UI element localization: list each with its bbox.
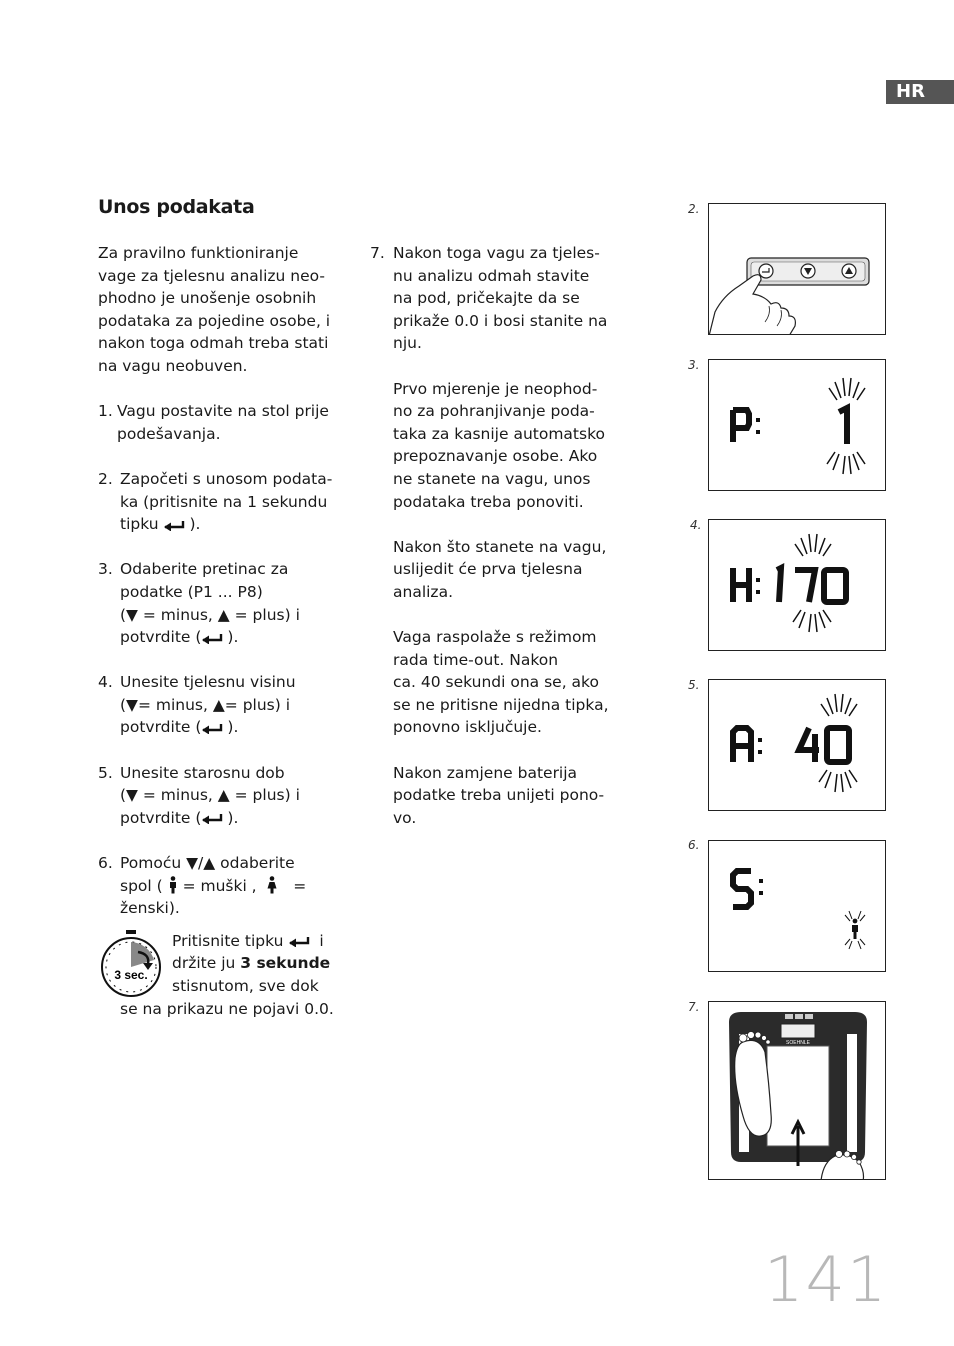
step-text: Unesite tjelesnu visinu xyxy=(120,673,296,692)
step-text: na pod, pričekajte da se xyxy=(393,289,580,308)
timer-text: držite ju xyxy=(172,954,236,973)
figure-scale-feet xyxy=(708,1001,886,1180)
up-button-icon xyxy=(842,264,856,278)
instructions-column-2 xyxy=(370,242,620,829)
step-3 xyxy=(98,558,348,648)
step-text: Nakon toga vagu za tjeles- xyxy=(393,244,600,262)
step-text: Pomoću ▼/▲ odaberite xyxy=(120,854,295,873)
figure-display-height xyxy=(708,519,886,651)
paragraph-line: taka za kasnije automatsko xyxy=(393,424,605,443)
scale-brand: SOEHNLE xyxy=(786,1040,810,1046)
step-text: potvrdite ( xyxy=(120,718,202,737)
enter-key-icon xyxy=(288,935,314,947)
step-text: Vagu postavite na stol prije xyxy=(117,402,329,421)
step-text: tipku xyxy=(120,515,159,534)
paragraph-line: podataka treba ponoviti. xyxy=(393,492,584,511)
section-title: Unos podakata xyxy=(98,196,255,218)
timer-note xyxy=(98,930,348,1020)
enter-key-icon xyxy=(163,519,189,531)
figure-label: 5. xyxy=(688,678,700,692)
paragraph-line: analiza. xyxy=(393,582,453,601)
step-text: ). xyxy=(227,718,239,737)
male-icon xyxy=(168,876,178,894)
paragraph-line: podatke treba unijeti pono- xyxy=(393,786,605,805)
female-icon xyxy=(266,876,278,894)
enter-key-icon xyxy=(201,722,227,734)
intro-line: nakon toga odmah treba stati xyxy=(98,334,329,353)
step-2 xyxy=(98,468,348,536)
paragraph-line: Vaga raspolaže s režimom xyxy=(393,628,597,647)
step-text: (▼ = minus, ▲ = plus) i xyxy=(120,786,300,805)
step-6 xyxy=(98,852,348,920)
timer-text: i xyxy=(319,931,324,950)
stopwatch-icon xyxy=(98,930,164,1000)
timer-text: stisnutom, sve dok xyxy=(172,977,319,995)
step-text: podatke (P1 ... P8) xyxy=(120,582,263,601)
enter-key-icon xyxy=(201,812,227,824)
paragraph-line: no za pohranjivanje poda- xyxy=(393,402,595,421)
step-text: ). xyxy=(189,515,201,534)
paragraph-line: prepoznavanje osobe. Ako xyxy=(393,447,598,466)
figure-display-sex xyxy=(708,840,886,972)
step-number: 5. xyxy=(98,763,113,782)
paragraph-line: rada time-out. Nakon xyxy=(393,650,559,669)
language-tab: HR xyxy=(886,80,954,104)
paragraph-line: Nakon što stanete na vagu, xyxy=(393,537,607,556)
step-text: ). xyxy=(227,628,239,647)
step-text: nju. xyxy=(393,334,422,353)
male-icon xyxy=(852,919,858,939)
figure-label: 3. xyxy=(688,358,700,372)
step-text: Odaberite pretinac za xyxy=(120,560,289,579)
paragraph-line: Nakon zamjene baterija xyxy=(393,763,578,782)
step-number: 6. xyxy=(98,854,113,873)
down-button-icon xyxy=(801,264,815,278)
paragraph-line: ca. 40 sekundi ona se, ako xyxy=(393,673,599,692)
figure-button-panel xyxy=(708,203,886,335)
step-text: (▼ = minus, ▲ = plus) i xyxy=(120,605,300,624)
timer-duration: 3 sekunde xyxy=(240,954,331,973)
paragraph-line: Prvo mjerenje je neophod- xyxy=(393,379,598,398)
intro-line: na vagu neobuven. xyxy=(98,356,248,375)
step-text: spol ( xyxy=(120,876,163,895)
step-text: podešavanja. xyxy=(117,424,221,443)
step-number: 4. xyxy=(98,673,113,692)
paragraph-line: vo. xyxy=(393,808,417,827)
enter-button-icon xyxy=(759,264,773,278)
step-5 xyxy=(98,762,348,830)
timer-badge: 3 sec. xyxy=(114,967,148,982)
step-1 xyxy=(98,400,348,445)
step-text: = xyxy=(293,876,307,895)
figure-display-age xyxy=(708,679,886,811)
step-number: 2. xyxy=(98,469,113,488)
step-number: 7. xyxy=(370,244,385,262)
step-text: ženski). xyxy=(120,899,180,918)
step-text: ). xyxy=(227,808,239,827)
enter-key-icon xyxy=(201,632,227,644)
step-text: nu analizu odmah stavite xyxy=(393,266,590,285)
intro-line: vage za tjelesnu analizu neo- xyxy=(98,266,325,285)
step-text: ka (pritisnite na 1 sekundu xyxy=(120,492,328,511)
paragraph-line: ne stanete na vagu, unos xyxy=(393,469,591,488)
step-number: 3. xyxy=(98,560,113,579)
figure-label: 7. xyxy=(688,1000,700,1014)
step-text: potvrdite ( xyxy=(120,628,202,647)
page-number: 141 xyxy=(764,1243,889,1316)
step-text: = muški , xyxy=(182,876,257,895)
intro-line: Za pravilno funktioniranje xyxy=(98,244,299,262)
step-text: Započeti s unosom podata- xyxy=(120,469,333,488)
step-7 xyxy=(370,242,620,355)
instructions-column-1 xyxy=(98,242,348,1020)
intro-line: podataka za pojedine osobe, i xyxy=(98,311,331,330)
step-number: 1. xyxy=(98,402,113,421)
step-4 xyxy=(98,671,348,739)
timer-text: Pritisnite tipku xyxy=(172,931,284,950)
paragraph-line: ponovno isključuje. xyxy=(393,718,542,737)
timer-text: se na prikazu ne pojavi 0.0. xyxy=(120,999,334,1018)
step-text: Unesite starosnu dob xyxy=(120,763,285,782)
figure-label: 4. xyxy=(690,518,702,532)
intro-line: phodno je unošenje osobnih xyxy=(98,289,317,308)
step-text: potvrdite ( xyxy=(120,808,202,827)
figure-label: 6. xyxy=(688,838,700,852)
paragraph-line: se ne pritisne nijedna tipka, xyxy=(393,695,609,714)
step-text: prikaže 0.0 i bosi stanite na xyxy=(393,311,608,330)
step-text: (▼= minus, ▲= plus) i xyxy=(120,695,291,714)
figure-label: 2. xyxy=(688,202,700,216)
paragraph-line: uslijedit će prva tjelesna xyxy=(393,560,583,579)
figure-display-profile xyxy=(708,359,886,491)
